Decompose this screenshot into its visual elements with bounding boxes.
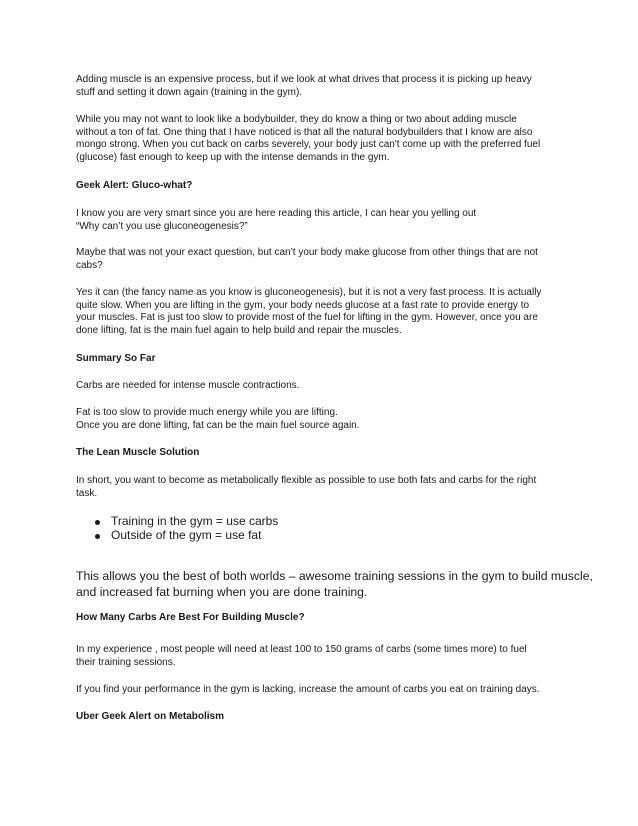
paragraph-question: Maybe that was not your exact question, but can’t your body make glucose from other things that are not cabs? [76, 247, 538, 271]
bullet-list [76, 515, 556, 542]
paragraph-best-of-both: This allows you the best of both worlds – awesome training sessions in the gym to build muscle, and increased fat burning when you are done training. [76, 569, 593, 599]
heading-how-many-carbs: How Many Carbs Are Best For Building Muscle? [76, 612, 305, 623]
paragraph-yelling: I know you are very smart since you are here reading this article, I can hear you yelling out “Why can’t you use gluconeogenesis?” [76, 208, 477, 232]
paragraph-metabolic-flexibility: In short, you want to become as metabolically flexible as possible to use both fats and carbs for the right task. [76, 475, 537, 499]
paragraph-bodybuilders: While you may not want to look like a bodybuilder, they do know a thing or two about adding muscle without a ton of fat. One thing that I have noticed is that all the natural bodybuilders that I know are also mongo strong. When you cut back on carbs severely, your body just can't come up with the preferred fuel (glucose) fast enough to keep up with the intense demands in the gym. [76, 114, 541, 163]
paragraph-fat-slow: Fat is too slow to provide much energy while you are lifting. Once you are done lifting, fat can be the main fuel source again. [76, 407, 360, 431]
paragraph-experience: In my experience , most people will need at least 100 to 150 grams of carbs (some times more) to fuel their training sessions. [76, 644, 527, 668]
heading-lean-muscle: The Lean Muscle Solution [76, 447, 200, 458]
bullet-icon [95, 534, 100, 539]
heading-uber-geek: Uber Geek Alert on Metabolism [76, 711, 224, 722]
list-item: Training in the gym = use carbs [76, 515, 556, 529]
paragraph-gluconeogenesis: Yes it can (the fancy name as you know is gluconeogenesis), but it is not a very fast process. It is actually quite slow. When you are lifting in the gym, your body needs glucose at a fast rate to provide energy to your muscles. Fat is just too slow to provide most of the fuel for lifting in the gym. However, once you are done lifting, fat is the main fuel again to help build and repair the muscles. [76, 287, 542, 336]
paragraph-carbs-needed: Carbs are needed for intense muscle contractions. [76, 380, 300, 391]
heading-geek-alert: Geek Alert: Gluco-what? [76, 180, 193, 191]
bullet-icon [95, 520, 100, 525]
paragraph-performance: If you find your performance in the gym is lacking, increase the amount of carbs you eat on training days. [76, 684, 540, 695]
paragraph-muscle-cost: Adding muscle is an expensive process, but if we look at what drives that process it is picking up heavy stuff and setting it down again (training in the gym). [76, 74, 532, 98]
heading-summary: Summary So Far [76, 353, 156, 364]
list-item: Outside of the gym = use fat [76, 529, 556, 543]
